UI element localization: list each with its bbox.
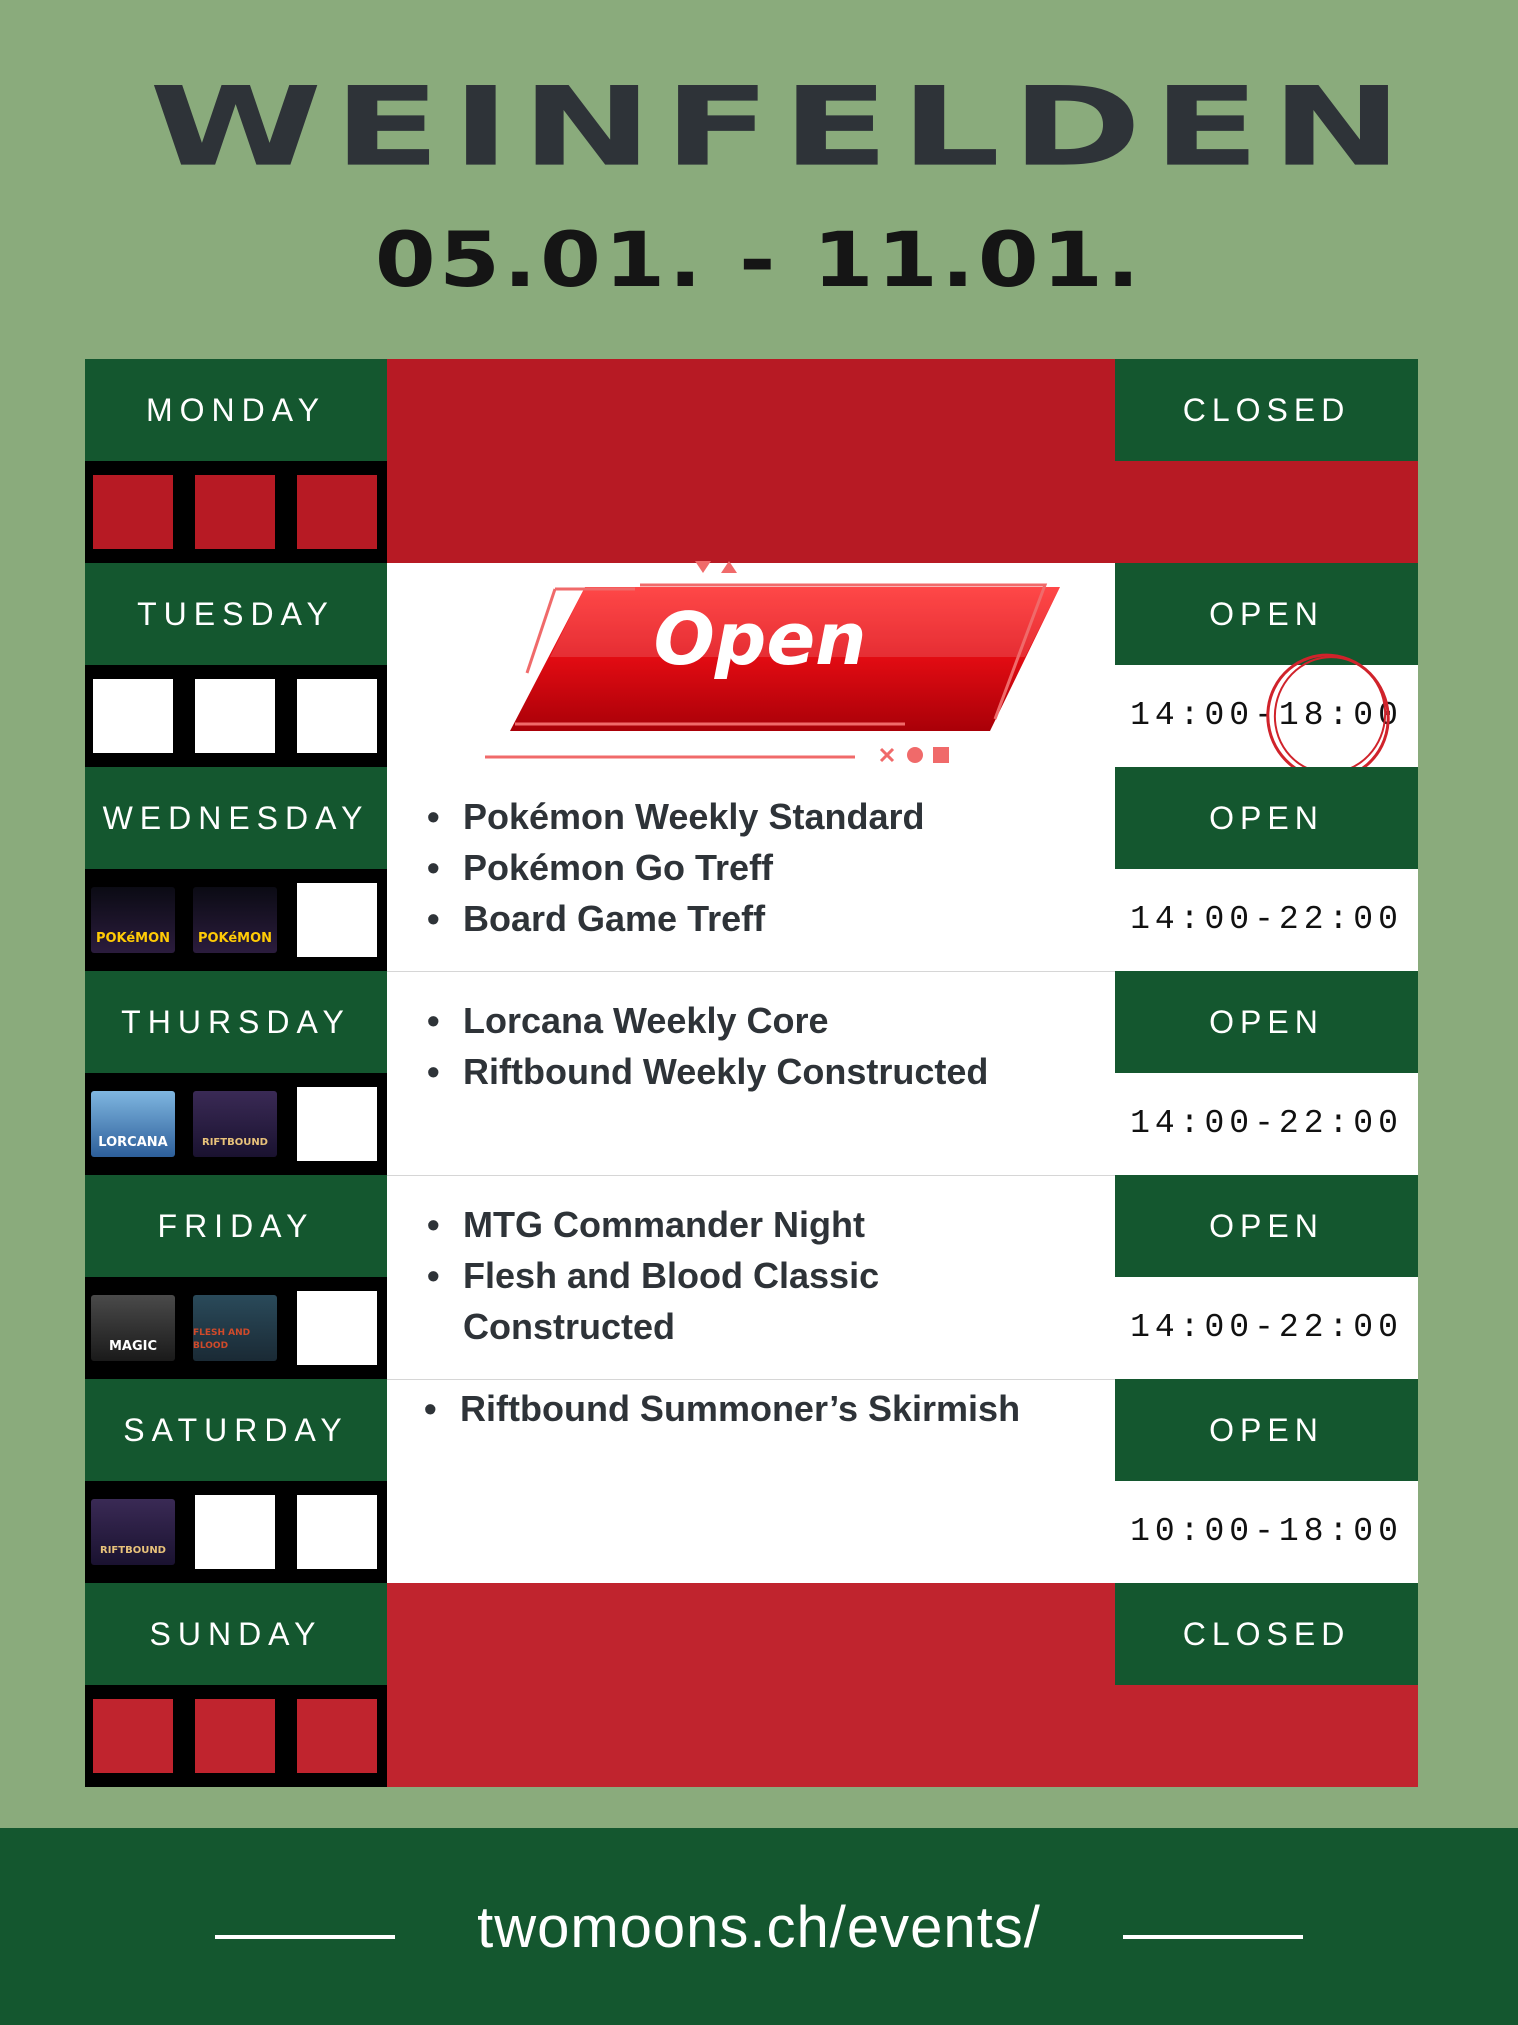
list-item: • Riftbound Weekly Constructed <box>425 1046 1105 1097</box>
empty-slot <box>187 671 283 761</box>
list-item: • Pokémon Go Treff <box>425 842 1105 893</box>
status-friday: OPEN <box>1115 1175 1418 1277</box>
game-slots-saturday <box>85 1481 387 1583</box>
list-item: • Board Game Treff <box>425 893 1105 944</box>
hours-thursday: 14:00-22:00 <box>1130 1105 1403 1142</box>
day-label-thursday: THURSDAY <box>85 971 387 1073</box>
empty-slot <box>289 1079 385 1169</box>
game-slots-friday <box>85 1277 387 1379</box>
empty-slot <box>85 1691 181 1781</box>
hours-friday: 14:00-22:00 <box>1130 1309 1403 1346</box>
list-item: • MTG Commander Night <box>425 1199 945 1250</box>
day-label-wednesday: WEDNESDAY <box>85 767 387 869</box>
empty-slot <box>289 1691 385 1781</box>
empty-slot <box>187 1487 283 1577</box>
status-monday: CLOSED <box>1115 359 1418 461</box>
empty-slot <box>187 1691 283 1781</box>
hours-saturday: 10:00-18:00 <box>1130 1513 1403 1550</box>
event-list-wednesday <box>425 791 1105 944</box>
pokemon-logo: POKéMON <box>85 875 181 965</box>
game-slots-sunday <box>85 1685 387 1787</box>
weekly-schedule <box>85 359 1418 1787</box>
status-wednesday: OPEN <box>1115 767 1418 869</box>
website-link[interactable]: twomoons.ch/events/ <box>477 1895 1041 1960</box>
page-title: WEINFELDEN <box>149 64 1414 192</box>
list-item: • Riftbound Summoner’s Skirmish <box>422 1383 1102 1434</box>
game-slots-wednesday <box>85 869 387 971</box>
pokemon-logo: POKéMON <box>187 875 283 965</box>
day-label-friday: FRIDAY <box>85 1175 387 1277</box>
row-divider <box>387 1379 1115 1380</box>
day-label-sunday: SUNDAY <box>85 1583 387 1685</box>
date-range: 05.01. - 11.01. <box>374 215 1144 304</box>
empty-slot <box>85 467 181 557</box>
empty-slot <box>187 467 283 557</box>
game-slots-monday <box>85 461 387 563</box>
row-divider <box>387 971 1115 972</box>
hours-wednesday: 14:00-22:00 <box>1130 901 1403 938</box>
flesh-and-blood-logo: FLESH AND BLOOD <box>187 1283 283 1373</box>
empty-slot <box>289 467 385 557</box>
status-saturday: OPEN <box>1115 1379 1418 1481</box>
list-item: • Pokémon Weekly Standard <box>425 791 1105 842</box>
open-sign-label: Open <box>653 597 867 681</box>
riftbound-logo: RIFTBOUND <box>85 1487 181 1577</box>
event-list-saturday <box>422 1383 1102 1434</box>
day-label-monday: MONDAY <box>85 359 387 461</box>
hours-tuesday: 14:00-18:00 <box>1130 697 1403 734</box>
lorcana-logo: LORCANA <box>85 1079 181 1169</box>
empty-slot <box>289 1487 385 1577</box>
list-item: • Flesh and Blood Classic Constructed <box>425 1250 945 1352</box>
day-label-saturday: SATURDAY <box>85 1379 387 1481</box>
event-list-friday <box>425 1199 945 1352</box>
list-item: • Lorcana Weekly Core <box>425 995 1105 1046</box>
circle-annotation <box>1260 647 1400 787</box>
empty-slot <box>289 671 385 761</box>
status-thursday: OPEN <box>1115 971 1418 1073</box>
magic-logo: MAGIC <box>85 1283 181 1373</box>
empty-slot <box>289 875 385 965</box>
empty-slot <box>289 1283 385 1373</box>
day-label-tuesday: TUESDAY <box>85 563 387 665</box>
status-sunday: CLOSED <box>1115 1583 1418 1685</box>
status-tuesday: OPEN <box>1115 563 1418 665</box>
riftbound-logo: RIFTBOUND <box>187 1079 283 1169</box>
empty-slot <box>85 671 181 761</box>
game-slots-tuesday <box>85 665 387 767</box>
row-divider <box>387 1175 1115 1176</box>
event-list-thursday <box>425 995 1105 1097</box>
game-slots-thursday <box>85 1073 387 1175</box>
